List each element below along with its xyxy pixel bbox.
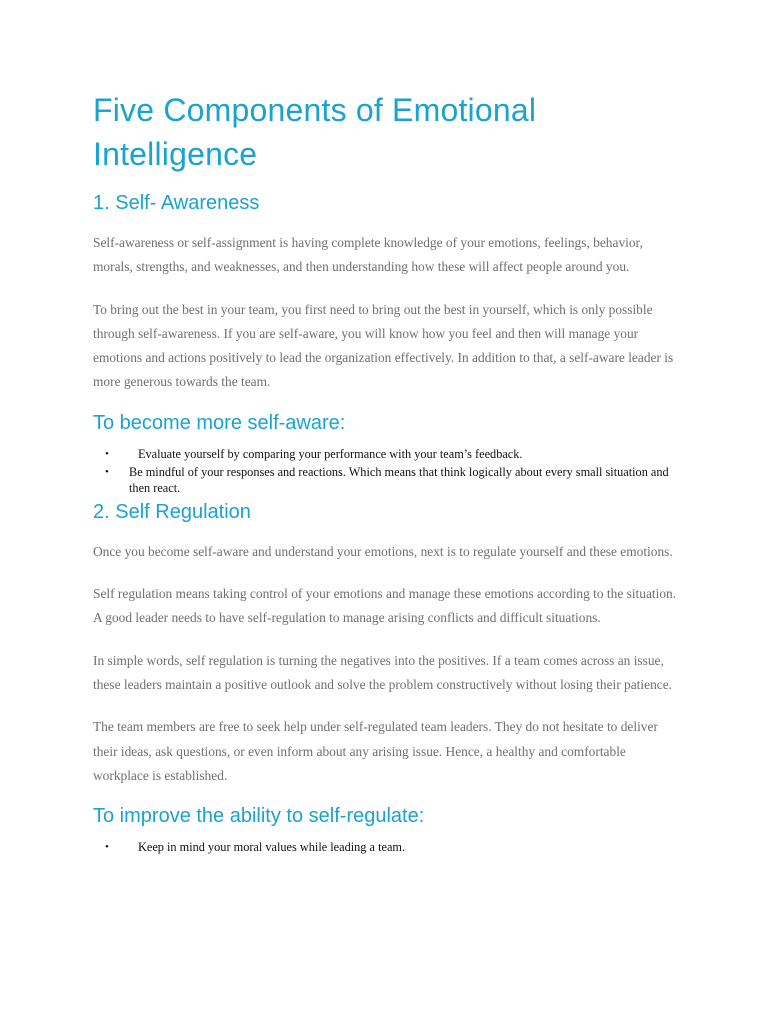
- paragraph: Self regulation means taking control of your emotions and manage these emotions according to the situation. A good leader needs to have self-regulation to manage arising conflicts and difficult situations.: [93, 586, 677, 626]
- paragraph: Self-awareness or self-assignment is having complete knowledge of your emotions, feelings, behavior, morals, strengths, and weaknesses, and then understanding how these will affect people around you.: [93, 235, 643, 275]
- subheading-become-self-aware: To become more self-aware:: [93, 411, 346, 434]
- list-item-text: Evaluate yourself by comparing your performance with your team’s feedback.: [138, 446, 523, 461]
- list-item-text: Keep in mind your moral values while leading a team.: [138, 840, 406, 855]
- document-content: [93, 88, 678, 855]
- paragraph: Once you become self-aware and understand your emotions, next is to regulate yourself and these emotions.: [93, 543, 673, 559]
- list-item-text: Be mindful of your responses and reactions. Which means that think logically about every small situation and then react.: [129, 464, 669, 495]
- paragraph: To bring out the best in your team, you first need to bring out the best in yourself, which is only possible through self-awareness. If you are self-aware, you will know how you feel and then will manage your emotions and actions positively to lead the organization effectively. In addition to that, a self-aware leader is more generous towards the team.: [93, 301, 674, 390]
- list-item: [93, 446, 678, 462]
- bullet-icon: •: [105, 841, 109, 854]
- paragraph: The team members are free to seek help under self-regulated team leaders. They do not hesitate to deliver their ideas, ask questions, or even inform about any arising issue. Hence, a healthy and comfortable workplace is established.: [93, 719, 658, 783]
- bullet-list-self-regulate: [93, 839, 678, 855]
- section-heading-self-awareness: 1. Self- Awareness: [93, 192, 260, 214]
- bullet-icon: •: [105, 465, 109, 478]
- document-title: Five Components of Emotional Intelligence: [93, 92, 537, 172]
- list-item: [93, 464, 678, 496]
- subheading-improve-self-regulate: To improve the ability to self-regulate:: [93, 805, 425, 828]
- paragraph: In simple words, self regulation is turning the negatives into the positives. If a team comes across an issue, these leaders maintain a positive outlook and solve the problem constructively without losing their patience.: [93, 652, 673, 692]
- bullet-icon: •: [105, 447, 109, 460]
- bullet-list-self-aware: [93, 446, 678, 496]
- list-item: [93, 839, 678, 855]
- section-heading-self-regulation: 2. Self Regulation: [93, 500, 251, 523]
